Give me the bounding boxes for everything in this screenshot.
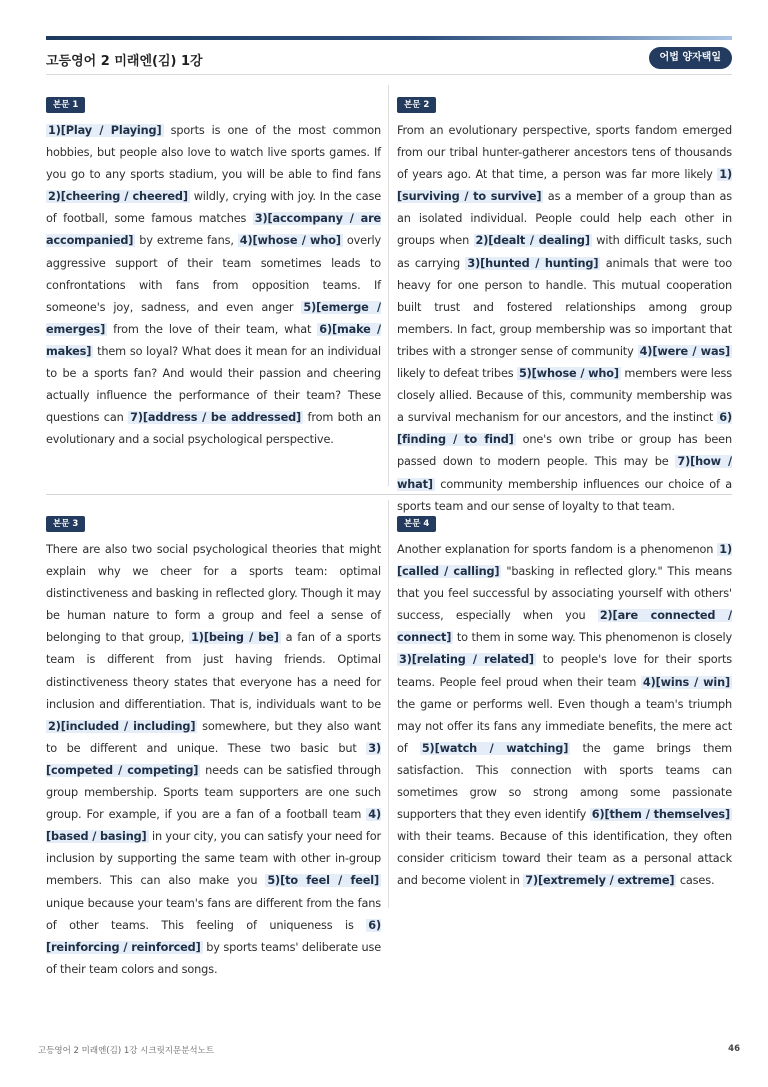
grammar-choice: 7)[how / what] [397,455,732,491]
grammar-choice: 1)[surviving / to survive] [397,168,732,204]
passage-segment: one's own tribe or group has been passed down to modern people. This may be [397,433,732,469]
grammar-choice: 4)[based / basing] [46,808,381,844]
passage-segment: a fan of a sports team is different from just having friends. Optimal distinctiveness theory states that everyone has a need for inclusion and differentiation. That is, individuals want to be [46,631,381,711]
passage-segment: wildly, crying with joy. In the case of football, some famous matches [46,190,382,226]
passage-segment: from both an evolutionary and a social psychological perspective. [46,411,381,447]
passage-segment: needs can be satisfied through group membership. Sports team supporters are one such group. For example, if you are a fan of a football team [46,763,381,822]
footer-book-title: 고등영어 2 미래엔(김) 1강 시크릿지문분석노트 [38,1046,215,1056]
passage-segment: From an evolutionary perspective, sports fandom emerged from our tribal hunter-gatherer ancestors tens of thousands of years ago. At that time, a person was far more likely [397,124,732,182]
grammar-choice: 2)[are connected / connect] [397,609,732,645]
grammar-choice: 2)[cheering / cheered] [48,190,188,204]
passage-label: 본문 3 [46,516,85,532]
passage-segment: "basking in reflected glory." This means that you feel successful by associating yourself with others' success, especially when you [397,565,732,623]
grammar-choice: 5)[whose / who] [518,367,619,381]
passage-section-4 [397,511,732,893]
grammar-choice: 5)[to feel / feel] [267,874,379,888]
page-header [46,46,732,72]
grammar-choice: 4)[whose / who] [239,234,341,248]
grammar-choice: 6)[make / makes] [46,322,381,358]
passage-segment: unique because your team's fans are different from the fans of other teams. This feeling of uniqueness is [46,896,381,932]
grammar-choice: 7)[extremely / extreme] [525,874,675,888]
passage-label: 본문 1 [46,97,85,113]
grammar-choice: 1)[Play / Playing] [48,124,162,137]
grammar-choice: 6)[reinforcing / reinforced] [46,918,381,954]
passage-segment: as a member of a group than as an isolated individual. People could help each other in groups when [397,190,732,248]
grammar-choice: 1)[called / calling] [397,543,732,579]
grammar-choice: 3)[relating / related] [399,653,534,667]
passage-text [397,539,732,893]
passage-segment: overly aggressive support of their team sometimes leads to confrontations with fans from opposition teams. If someone's joy, sadness, and even anger [46,234,381,314]
grammar-choice: 3)[competed / competing] [46,741,381,777]
grammar-choice: 6)[finding / to find] [397,411,732,447]
passage-segment: to them in some way. This phenomenon is closely [453,631,732,645]
passage-segment: to people's love for their sports teams. People feel proud when their team [397,653,732,689]
passage-segment: animals that were too heavy for one person to handle. This mutual cooperation built trust and fostered relationships among group members. In fact, group membership was so important that tribes with a stronger sense of community [397,256,733,358]
passage-segment: cases. [676,874,715,888]
document-title: 고등영어 2 미래엔(김) 1강 [46,54,203,69]
passage-segment: the game brings them satisfaction. This connection with sports teams can sometimes grow so strong among some passionate supporters that they even identify [397,741,732,822]
passage-text [397,120,732,518]
passage-text [46,120,381,451]
passage-section-2 [397,92,732,518]
passage-segment: in your city, you can satisfy your need for inclusion by supporting the same team with other in-group members. This can also make you [46,830,381,888]
grammar-choice: 3)[accompany / are accompanied] [46,212,382,248]
passage-segment: Another explanation for sports fandom is a phenomenon [397,543,718,556]
header-divider [46,74,732,75]
grammar-choice: 4)[wins / win] [642,675,730,689]
passage-segment: likely to defeat tribes [397,367,517,381]
page-number: 46 [728,1044,740,1054]
column-divider-top [388,85,389,486]
passage-segment: There are also two social psychological theories that might explain why we cheer for a sports team: optimal distinctiveness and basking in reflected glory. Though it may be human nature to form a group and feel a sense of belonging to that group, [46,543,381,645]
passage-label: 본문 4 [397,516,436,532]
passage-segment: somewhere, but they also want to be different and unique. These two basic but [46,719,381,755]
grammar-choice: 7)[address / be addressed] [130,411,302,425]
passage-text [46,539,381,981]
passage-segment: the game or performs well. Even though a team's triumph may not offer its fans any immediate benefits, the mere act of [397,697,732,755]
grammar-choice: 5)[watch / watching] [421,741,569,755]
passage-segment: sports is one of the most common hobbies, but people also love to watch live sports games. If you go to any sports stadium, you will be able to find fans [46,124,381,182]
grammar-choice: 4)[were / was] [639,344,730,358]
grammar-choice: 5)[emerge / emerges] [46,300,381,336]
passage-segment: community membership influences our choice of a sports team and our sense of loyalty to that team. [397,477,732,513]
passage-segment: by sports teams' deliberate use of their team colors and songs. [46,940,381,976]
grammar-choice: 6)[them / themselves] [591,808,731,822]
top-accent-rule [46,36,732,40]
exercise-type-badge: 어법 양자택일 [649,47,732,69]
grammar-choice: 2)[included / including] [48,719,196,733]
passage-segment: them so loyal? What does it mean for an individual to be a sports fan? And would their passion and cheering actually influence the performance of their team? These questions can [46,344,381,425]
passage-segment: by extreme fans, [135,234,238,248]
passage-segment: with their teams. Because of this identification, they often consider criticism toward their team as a personal attack and become violent in [397,830,732,888]
passage-label: 본문 2 [397,97,436,113]
passage-section-1 [46,92,381,451]
grammar-choice: 1)[being / be] [191,631,279,645]
grammar-choice: 2)[dealt / dealing] [475,234,590,248]
passage-section-3 [46,511,381,981]
column-divider-bottom [388,500,389,908]
grammar-choice: 3)[hunted / hunting] [467,256,599,270]
passage-segment: with difficult tasks, such as carrying [397,234,732,270]
passage-segment: members were less closely allied. Because of this, community membership was a survival mechanism for our ancestors, and the instinct [397,367,732,425]
passage-segment: from the love of their team, what [107,322,318,336]
